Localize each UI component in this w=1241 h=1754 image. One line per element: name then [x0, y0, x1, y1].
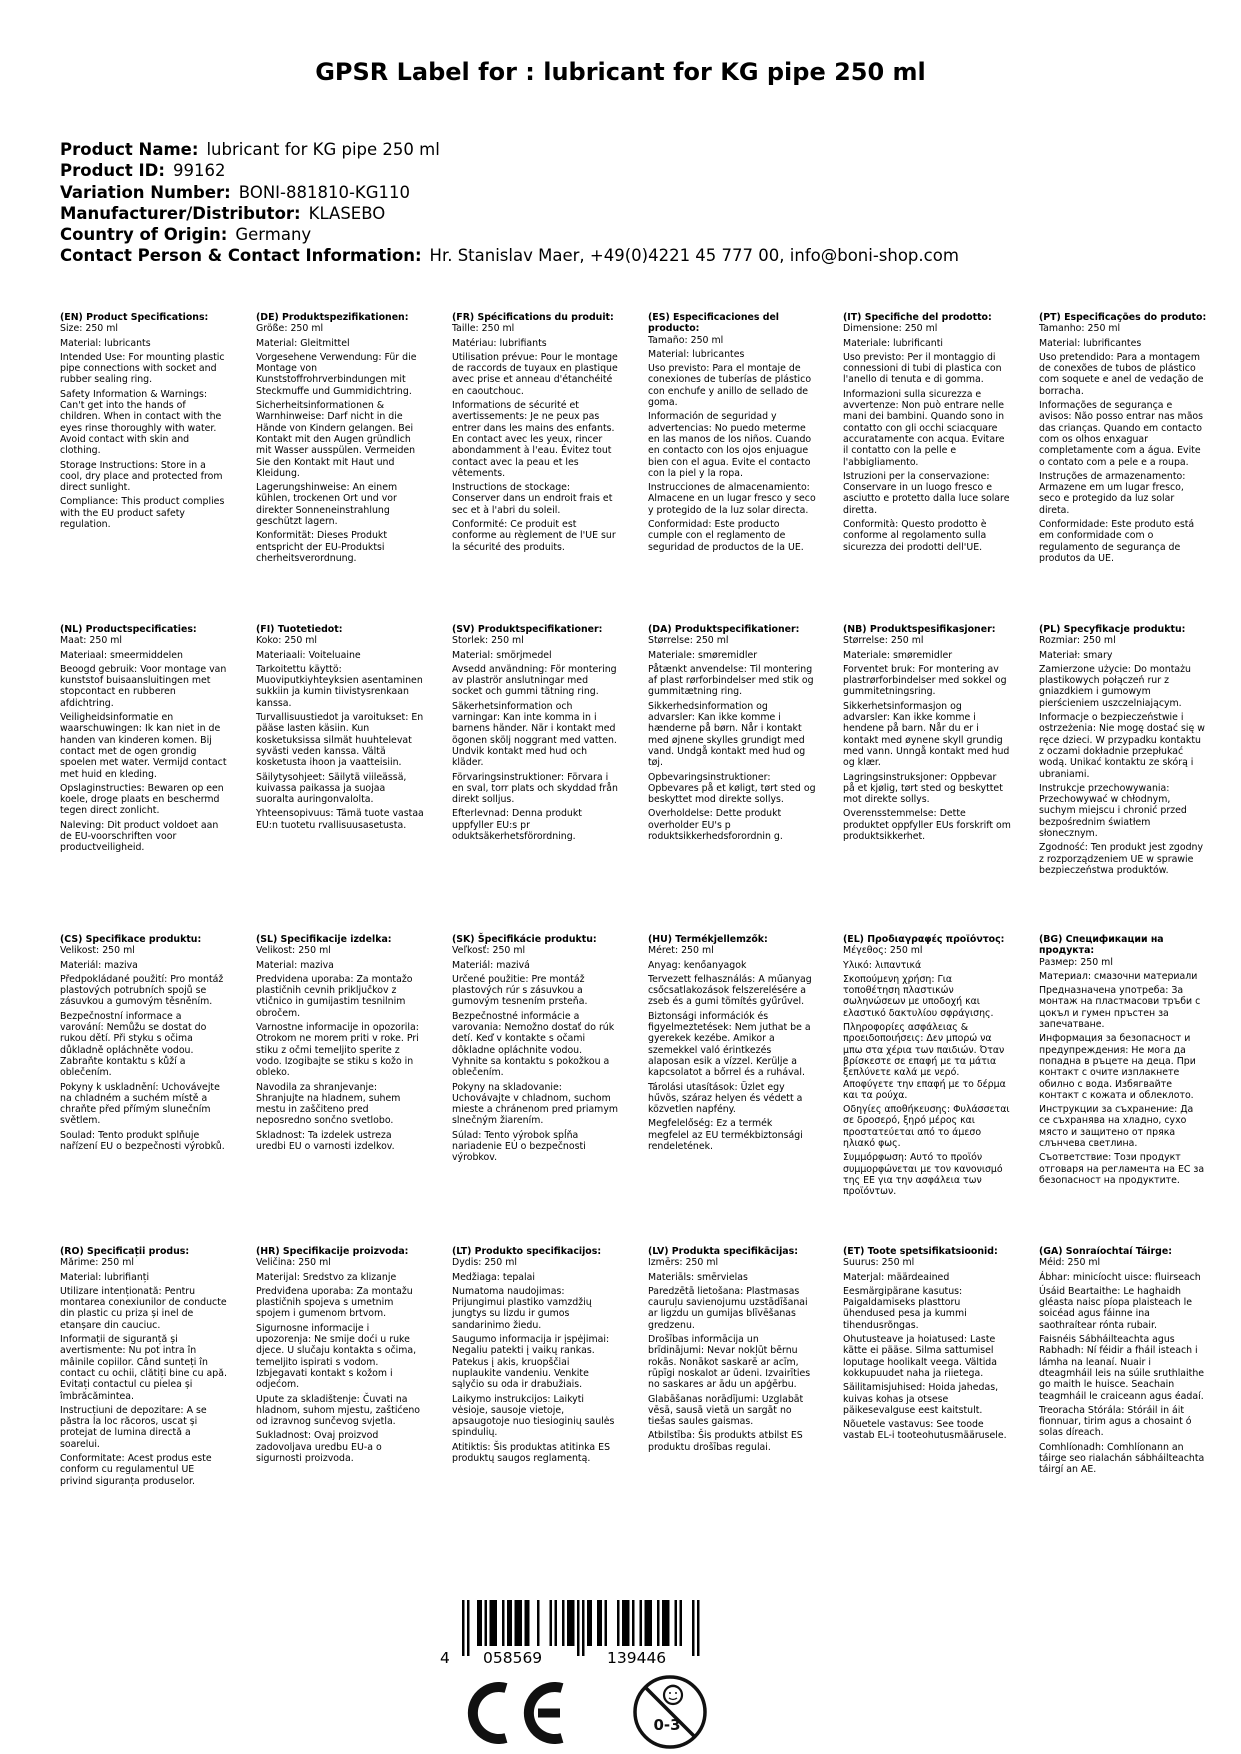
age-range-label: 0-3 — [653, 1716, 681, 1734]
spec-paragraph: Navodila za shranjevanje: Shranjujte na hladnem, suhem mestu in zaščiteno pred neposredno sončno svetlobo. — [256, 1081, 401, 1127]
spec-paragraph: Material: Gleitmittel — [256, 337, 350, 349]
barcode-bar — [527, 1600, 530, 1646]
spec-block — [60, 934, 228, 1155]
spec-paragraph: Materijal: Sredstvo za klizanje — [256, 1271, 397, 1283]
spec-paragraph: Biztonsági információk és figyelmeztetések: Nem juthat be a gyerekek kezébe. Amikor a szemekkel való érintkezés alaposan esik a vízzel. Kerülje a kapcsolatot a bőrrel és a ruhával. — [648, 1010, 811, 1079]
spec-paragraph: Yhteensopivuus: Tämä tuote vastaa EU:n tuotetu rvallisuusasetusta. — [256, 808, 424, 831]
spec-paragraph: Съответствие: Този продукт отговаря на регламента на ЕС за безопасност на продуктите. — [1039, 1152, 1205, 1186]
barcode-bar — [645, 1600, 648, 1646]
spec-paragraph: Material: lubrifianți — [60, 1271, 150, 1283]
barcode-bar — [462, 1600, 465, 1656]
country-of-origin-row — [60, 224, 959, 245]
barcode-bar — [697, 1600, 700, 1656]
spec-block — [60, 1246, 228, 1490]
barcode-bar — [605, 1600, 608, 1646]
spec-paragraph: Opslaginstructies: Bewaren op een koele, droge plaats en beschermd tegen direct zonlicht. — [60, 782, 224, 817]
spec-heading: (NB) Produktspesifikasjoner: — [843, 624, 996, 635]
barcode-bar — [597, 1600, 600, 1646]
spec-block — [256, 1246, 424, 1467]
product-name-value: lubricant for KG pipe 250 ml — [206, 140, 440, 159]
barcode-bar — [632, 1600, 635, 1646]
spec-block — [843, 1246, 1011, 1445]
barcode-bar — [562, 1600, 565, 1646]
spec-paragraph: Skladnost: Ta izdelek ustreza uredbi EU o varnosti izdelkov. — [256, 1129, 395, 1153]
spec-paragraph: Koko: 250 ml — [256, 635, 317, 647]
spec-paragraph: Dydis: 250 ml — [452, 1257, 517, 1269]
spec-paragraph: Conformité: Ce produit est conforme au règlement de l'UE sur la sécurité des produits. — [452, 519, 616, 553]
spec-paragraph: Pokyny na skladovanie: Uchovávajte v chladnom, suchom mieste a chránenom pred priamym slnečným žiarením. — [452, 1081, 618, 1127]
spec-paragraph: Información de seguridad y advertencias: No puedo meterme en las manos de los niños. Cuando en contacto con los ojos enjuague bien con el agua. Evite el contacto con la piel y la ropa. — [648, 411, 812, 479]
barcode-bar — [477, 1600, 480, 1646]
spec-paragraph: Størrelse: 250 ml — [843, 635, 924, 647]
barcode-bar — [640, 1600, 643, 1646]
spec-paragraph: Conformidade: Este produto está em conformidade com o regulamento de segurança de produtos da UE. — [1039, 519, 1195, 564]
barcode-bar — [507, 1600, 510, 1646]
spec-paragraph: Σκοπούμενη χρήση: Για τοποθέτηση πλαστικών σωληνώσεων με υποδοχή και ελαστικό δακτυλίου σφράγισης. — [843, 973, 994, 1019]
country-of-origin-label: Country of Origin: — [60, 225, 228, 245]
spec-block — [256, 624, 424, 834]
spec-paragraph: Instrucțiuni de depozitare: A se păstra la loc răcoros, uscat și protejat de lumina directă a soarelui. — [60, 1404, 207, 1450]
spec-paragraph: Ohutusteave ja hoiatused: Laste kätte ei pääse. Silma sattumisel loputage hoolikalt veega. Vältida kokkupuudet naha ja riietega. — [843, 1334, 997, 1379]
spec-heading: (NL) Productspecificaties: — [60, 624, 197, 635]
spec-paragraph: Size: 250 ml — [60, 323, 118, 335]
spec-heading: (SL) Specifikacije izdelka: — [256, 934, 392, 945]
spec-paragraph: Utilizare intenționată: Pentru montarea conexiunilor de conducte din plastic cu priza și inel de etanșare din cauciuc. — [60, 1285, 227, 1331]
spec-paragraph: Материал: смазочни материали — [1039, 970, 1198, 982]
spec-paragraph: Předpokládané použití: Pro montáž plastových potrubních spojů se zásuvkou a gumovým těsněním. — [60, 973, 224, 1008]
spec-paragraph: Conformitate: Acest produs este conform cu regulamentul UE privind siguranța produselor. — [60, 1453, 212, 1487]
barcode-bar — [600, 1600, 603, 1646]
spec-heading: (RO) Specificații produs: — [60, 1246, 190, 1257]
barcode-bar — [590, 1600, 593, 1646]
spec-paragraph: Saugumo informacija ir įspėjimai: Negaliu patekti į vaikų rankas. Patekus į akis, kruopščiai nuplaukite vandeniu. Venkite sąlyčio su oda ir drabužiais. — [452, 1334, 610, 1391]
product-id-row — [60, 160, 959, 181]
spec-paragraph: Materiāls: smērvielas — [648, 1271, 748, 1283]
spec-paragraph: Drošības informācija un brīdinājumi: Nevar nokļūt bērnu rokās. Nonākot saskarē ar acīm, rūpīgi noskalot ar ūdeni. Izvairīties no saskares ar ādu un apģērbu. — [648, 1334, 811, 1391]
spec-heading: (ET) Toote spetsifikatsioonid: — [843, 1246, 998, 1257]
barcode-bar — [480, 1600, 483, 1646]
spec-paragraph: Materiale: lubrificanti — [843, 337, 943, 349]
barcode-bar — [510, 1600, 513, 1646]
spec-paragraph: Tarkoitettu käyttö: Muoviputkiyhteyksien asentaminen sukkiin ja kumin tiivistysrenkaan kanssa. — [256, 663, 423, 709]
spec-heading: (DA) Produktspecifikationer: — [648, 624, 800, 635]
barcode-right-group: 139446 — [607, 1649, 667, 1667]
spec-paragraph: Turvallisuustiedot ja varoitukset: En pääse lasten käsiin. Kun kosketuksissa silmät huuhtelevat syvästi veden kanssa. Vältä kosketusta ihoon ja vaatteisiin. — [256, 712, 424, 769]
spec-paragraph: Tervezett felhasználás: A műanyag csőcsatlakozások felszerelésére a zseb és a gumi tömítés gyűrűvel. — [648, 973, 812, 1008]
spec-paragraph: Instrukcje przechowywania: Przechowywać w chłodnym, suchym miejscu i chronić przed bezpośrednim światłem słonecznym. — [1039, 782, 1187, 840]
barcode-bar — [625, 1600, 628, 1646]
spec-paragraph: Zgodność: Ten produkt jest zgodny z rozporządzeniem UE w sprawie bezpieczeństwa produktów. — [1039, 842, 1204, 876]
ce-mark-icon — [456, 1682, 576, 1744]
spec-paragraph: Určené použitie: Pre montáž plastových rúr s zásuvkou a gumovým tesnením prsteňa. — [452, 973, 588, 1008]
spec-block — [1039, 624, 1207, 879]
spec-paragraph: Materiaal: smeermiddelen — [60, 649, 183, 661]
spec-paragraph: Atbilstība: Šis produkts atbilst ES produktu drošības regulai. — [648, 1430, 803, 1453]
spec-paragraph: Sukladnost: Ovaj proizvod zadovoljava uredbu EU-a o sigurnosti proizvoda. — [256, 1430, 382, 1465]
spec-paragraph: Velikost: 250 ml — [60, 945, 135, 957]
spec-paragraph: Maat: 250 ml — [60, 635, 123, 647]
spec-paragraph: Инструкции за съхранение: Да се съхранява на хладно, сухо място и защитено от пряка слънчева светлина. — [1039, 1104, 1194, 1150]
spec-paragraph: Предназначена употреба: За монтаж на пластмасови тръби с цокъл и гумен пръстен за запечатване. — [1039, 985, 1201, 1031]
spec-heading: (LT) Produkto specifikacijos: — [452, 1246, 602, 1257]
spec-paragraph: Πληροφορίες ασφάλειας & προειδοποιήσεις: Δεν μπορώ να μπω στα χέρια των παιδιών. Όταν βρίσκεστε σε επαφή με τα μάτια ξεπλύνετε καλά με νερό. Αποφύγετε την επαφή με το δέρμα και τα ρούχα. — [843, 1022, 1006, 1101]
spec-block — [60, 624, 228, 857]
spec-paragraph: Soulad: Tento produkt splňuje nařízení EU o bezpečnosti výrobků. — [60, 1129, 225, 1153]
spec-paragraph: Informations de sécurité et avertissements: Je ne peux pas entrer dans les mains des enfants. En contact avec les yeux, rincer abondamment à l'eau. Évitez tout contact avec la peau et les vêtements. — [452, 400, 615, 479]
barcode-bar — [675, 1600, 678, 1646]
spec-paragraph: Naleving: Dit product voldoet aan de EU-voorschriften voor productveiligheid. — [60, 819, 219, 854]
spec-block — [452, 312, 620, 556]
spec-heading: (SK) Špecifikácie produktu: — [452, 934, 597, 945]
spec-paragraph: Ábhar: minicíocht uisce: fluirseach — [1039, 1271, 1201, 1283]
spec-paragraph: Beoogd gebruik: Voor montage van kunststof buisaansluitingen met stopcontact en rubberen afdichtring. — [60, 663, 227, 709]
spec-paragraph: Treoracha Stórála: Stóráil in áit fionnuar, tirim agus a chosaint ó solas díreach. — [1039, 1404, 1192, 1439]
spec-paragraph: Laikymo instrukcijos: Laikyti vėsioje, sausoje vietoje, apsaugotoje nuo tiesioginių saulės spindulių. — [452, 1393, 615, 1439]
barcode-first-digit: 4 — [440, 1649, 450, 1667]
spec-block — [843, 312, 1011, 556]
spec-paragraph: Atitiktis: Šis produktas atitinka ES produktų saugos reglamentą. — [452, 1441, 611, 1465]
spec-paragraph: Izmērs: 250 ml — [648, 1257, 719, 1269]
product-name-label: Product Name: — [60, 140, 199, 159]
spec-paragraph: Säkerhetsinformation och varningar: Kan inte komma in i barnens händer. När i kontakt med ögonen skölj noggrant med vatten. Undvik kontakt med hud och kläder. — [452, 700, 617, 769]
spec-paragraph: Storlek: 250 ml — [452, 635, 524, 647]
country-of-origin-value: Germany — [235, 225, 312, 245]
spec-paragraph: Opbevaringsinstruktioner: Opbevares på et køligt, tørt sted og beskyttet mod direkte sollys. — [648, 771, 816, 806]
spec-paragraph: Velikost: 250 ml — [256, 945, 331, 957]
spec-paragraph: Taille: 250 ml — [452, 323, 515, 335]
spec-paragraph: Suurus: 250 ml — [843, 1257, 915, 1269]
spec-paragraph: Informações de segurança e avisos: Não posso entrar nas mãos das crianças. Quando em contacto com os olhos enxaguar completamente com a água. Evite o contato com a pele e a roupa. — [1039, 400, 1204, 468]
spec-paragraph: Instruções de armazenamento: Armazene em um lugar fresco, seco e protegido da luz solar direta. — [1039, 470, 1186, 516]
spec-paragraph: Veličina: 250 ml — [256, 1257, 331, 1269]
spec-paragraph: Pokyny k uskladnění: Uchovávejte na chladném a suchém místě a chraňte před přímým slunečním světlem. — [60, 1081, 220, 1127]
barcode-bar — [622, 1600, 625, 1646]
barcode-bar — [680, 1600, 683, 1646]
spec-paragraph: Avsedd användning: För montering av plaströr anslutningar med socket och gummi tätning ring. — [452, 663, 617, 698]
spec-paragraph: Materiál: maziva — [60, 959, 138, 971]
spec-paragraph: Tamaño: 250 ml — [648, 334, 724, 346]
barcode-bar — [617, 1600, 620, 1646]
spec-paragraph: Informații de siguranță și avertismente: Nu pot intra în mâinile copiilor. Când sunteți în contact cu ochii, clătiți bine cu apă. Evitați contactul cu pielea și îmbrăcămintea. — [60, 1334, 227, 1402]
spec-block — [256, 312, 424, 567]
spec-paragraph: Συμμόρφωση: Αυτό το προϊόν συμμορφώνεται με τον κανονισμό της ΕΕ για την ασφάλεια των προϊόντων. — [843, 1152, 1003, 1198]
barcode-bar — [582, 1600, 585, 1656]
barcode-bar — [555, 1600, 558, 1646]
spec-paragraph: Upute za skladištenje: Čuvati na hladnom, suhom mjestu, zaštićeno od izravnog sunčevog svjetla. — [256, 1393, 421, 1428]
barcode-bar — [667, 1600, 670, 1646]
spec-heading: (EN) Product Specifications: — [60, 312, 209, 323]
manufacturer-row — [60, 203, 959, 224]
barcode-bar — [627, 1600, 630, 1646]
spec-block — [648, 934, 816, 1155]
spec-paragraph: Bezpečnostní informace a varování: Nemůžu se dostat do rukou dětí. Při styku s očima důkladně opláchněte vodou. Zabraňte kontaktu s kůží a oblečením. — [60, 1010, 207, 1079]
barcode-bar — [537, 1600, 540, 1646]
contact-label: Contact Person & Contact Information: — [60, 246, 422, 266]
spec-paragraph: Materiaali: Voiteluaine — [256, 649, 361, 661]
spec-paragraph: Comhlíonadh: Comhlíonann an táirge seo rialachán sábháilteachta táirgí an AE. — [1039, 1441, 1205, 1476]
spec-paragraph: Uso pretendido: Para a montagem de conexões de tubos de plástico com soquete e anel de vedação de borracha. — [1039, 351, 1204, 397]
variation-number-label: Variation Number: — [60, 182, 231, 202]
spec-paragraph: Predvidena uporaba: Za montažo plastičnih cevnih priključkov z vtičnico in gumijastim tesnilnim obročem. — [256, 973, 413, 1019]
spec-heading: (HR) Specifikacije proizvoda: — [256, 1246, 409, 1257]
spec-block — [452, 1246, 620, 1467]
spec-paragraph: Material: smörjmedel — [452, 649, 552, 661]
spec-block — [60, 312, 228, 533]
spec-paragraph: Tárolási utasítások: Üzlet egy hűvös, száraz helyen és védett a közvetlen napfény. — [648, 1081, 803, 1116]
spec-block — [256, 934, 424, 1155]
spec-paragraph: Säilytysohjeet: Säilytä viileässä, kuivassa paikassa ja suojaa suoralta auringonvalolta. — [256, 771, 407, 806]
spec-heading: (DE) Produktspezifikationen: — [256, 312, 409, 323]
spec-paragraph: Glabāšanas norādījumi: Uzglabāt vēsā, sausā vietā un sargāt no tiešas saules gaismas. — [648, 1393, 804, 1428]
spec-paragraph: Säilitamisjuhised: Hoida jahedas, kuivas kohas ja otsese päikesevalguse eest kaitstult. — [843, 1382, 999, 1416]
spec-paragraph: Påtænkt anvendelse: Til montering af plast rørforbindelser med stik og gummitætning ring. — [648, 663, 814, 698]
spec-paragraph: Størrelse: 250 ml — [648, 635, 729, 647]
spec-paragraph: Veiligheidsinformatie en waarschuwingen: Ik kan niet in de handen van kinderen komen. Bij contact met de ogen grondig spoelen met water. Vermijd contact met huid en kleding. — [60, 712, 227, 780]
spec-paragraph: Utilisation prévue: Pour le montage de raccords de tuyaux en plastique avec prise et anneau d'étanchéité en caoutchouc. — [452, 351, 618, 397]
barcode-bar — [520, 1600, 523, 1646]
barcode-bar — [650, 1600, 653, 1646]
contact-row — [60, 245, 959, 266]
spec-paragraph: Sikkerhetsinformasjon og advarsler: Kan ikke komme i hendene på barn. Når du er i kontakt med øynene skyll grundig med vann. Unngå kontakt med hud og klær. — [843, 700, 1010, 769]
spec-paragraph: Materiál: mazivá — [452, 959, 530, 971]
barcode-bar — [502, 1600, 505, 1646]
barcode-bar — [692, 1600, 695, 1656]
spec-block — [1039, 1246, 1207, 1479]
spec-paragraph: Uso previsto: Per il montaggio di connessioni di tubi di plastica con l'anello di tenuta e di gomma. — [843, 351, 1002, 386]
spec-heading: (PL) Specyfikacje produktu: — [1039, 624, 1186, 635]
spec-paragraph: Varnostne informacije in opozorila: Otrokom ne morem priti v roke. Pri stiku z očmi temeljito sperite z vodo. Izogibajte se stiku s kožo in obleko. — [256, 1022, 419, 1079]
spec-paragraph: Material: maziva — [256, 959, 334, 971]
spec-paragraph: Sigurnosne informacije i upozorenja: Ne smije doći u ruke djece. U slučaju kontakta s očima, temeljito ispirati s vodom. Izbjegavati kontakt s kožom i odjećom. — [256, 1322, 417, 1391]
spec-paragraph: Conformidad: Este producto cumple con el reglamento de seguridad de productos de la UE. — [648, 519, 804, 553]
barcode-bar — [515, 1600, 518, 1646]
spec-paragraph: Méret: 250 ml — [648, 945, 714, 957]
barcode-bar — [572, 1600, 575, 1646]
spec-paragraph: Tamanho: 250 ml — [1039, 323, 1121, 335]
spec-paragraph: Materiale: smøremidler — [843, 649, 953, 661]
spec-paragraph: Intended Use: For mounting plastic pipe connections with socket and rubber sealing ring. — [60, 351, 225, 386]
spec-paragraph: Sikkerhedsinformation og advarsler: Kan ikke komme i hænderne på børn. Når i kontakt med øjnene skylles grundigt med vand. Undgå kontakt med hud og tøj. — [648, 700, 806, 769]
spec-paragraph: Υλικό: λιπαντικά — [843, 959, 922, 971]
spec-paragraph: Размер: 250 ml — [1039, 956, 1113, 968]
spec-paragraph: Mărime: 250 ml — [60, 1257, 134, 1269]
spec-paragraph: Rozmiar: 250 ml — [1039, 635, 1116, 647]
spec-paragraph: Sicherheitsinformationen & Warnhinweise: Darf nicht in die Hände von Kindern gelangen. Bei Kontakt mit den Augen gründlich mit Wasser ausspülen. Vermeiden Sie den Kontakt mit Haut und Kleidung. — [256, 400, 416, 479]
manufacturer-value: KLASEBO — [308, 203, 386, 223]
barcode-left-group: 058569 — [483, 1649, 543, 1667]
page-title: GPSR Label for : lubricant for KG pipe 250 ml — [315, 58, 926, 86]
product-id-label: Product ID: — [60, 161, 165, 181]
spec-heading: (IT) Specifiche del prodotto: — [843, 312, 992, 323]
spec-heading: (SV) Produktspecifikationer: — [452, 624, 603, 635]
spec-paragraph: Material: lubricantes — [648, 348, 745, 360]
spec-paragraph: Overensstemmelse: Dette produktet oppfyller EUs forskrift om produktsikkerhet. — [843, 808, 1011, 843]
spec-paragraph: Méid: 250 ml — [1039, 1257, 1101, 1269]
spec-paragraph: Nõuetele vastavus: See toode vastab EL-i tooteohutusmäärusele. — [843, 1419, 1007, 1442]
barcode-bar — [587, 1600, 590, 1646]
barcode-bar — [567, 1600, 570, 1646]
spec-heading: (FR) Spécifications du produit: — [452, 312, 614, 323]
spec-paragraph: Förvaringsinstruktioner: Förvara i en sval, torr plats och skyddad från direkt solljus. — [452, 771, 618, 806]
barcode-bar — [647, 1600, 650, 1646]
spec-heading: (LV) Produkta specifikācijas: — [648, 1246, 798, 1257]
spec-paragraph: Instructions de stockage: Conserver dans un endroit frais et sec et à l'abri du soleil. — [452, 482, 613, 516]
product-name-row — [60, 139, 959, 160]
spec-paragraph: Storage Instructions: Store in a cool, dry place and protected from direct sunlight. — [60, 459, 223, 494]
spec-paragraph: Zamierzone użycie: Do montażu plastikowych połączeń rur z gniazdkiem i gumowym pierścieniem uszczelniającym. — [1039, 663, 1191, 709]
spec-paragraph: Medžiaga: tepalai — [452, 1271, 536, 1283]
spec-paragraph: Bezpečnostné informácie a varovania: Nemožno dostať do rúk detí. Keď v kontakte s očami dôkladne opláchnite vodou. Vyhnite sa kontaktu s pokožkou a oblečením. — [452, 1010, 615, 1079]
barcode-bar — [657, 1600, 660, 1646]
spec-paragraph: Lagerungshinweise: An einem kühlen, trockenen Ort und vor direkter Sonneneinstrahlung geschützt lagern. — [256, 482, 398, 528]
spec-heading: (EL) Προδιαγραφές προϊόντος: — [843, 934, 1005, 945]
spec-heading: (GA) Sonraíochtaí Táirge: — [1039, 1246, 1172, 1257]
spec-paragraph: Οδηγίες αποθήκευσης: Φυλάσσεται σε δροσερό, ξηρό μέρος και προστατεύεται από το άμεσο ηλιακό φως. — [843, 1104, 1010, 1150]
spec-paragraph: Materiale: smøremidler — [648, 649, 758, 661]
spec-block — [452, 934, 620, 1167]
barcode-bar — [492, 1600, 495, 1646]
spec-paragraph: Numatoma naudojimas: Prijungimui plastiko vamzdžių jungtys su lizdu ir gumos sandarinimo žiedu. — [452, 1285, 592, 1331]
spec-paragraph: Größe: 250 ml — [256, 323, 324, 335]
spec-paragraph: Konformität: Dieses Produkt entspricht der EU-Produktsi cherheitsverordnung. — [256, 530, 388, 564]
spec-paragraph: Uso previsto: Para el montaje de conexiones de tuberías de plástico con enchufe y anillo de sellado de goma. — [648, 363, 812, 409]
spec-paragraph: Lagringsinstruksjoner: Oppbevar på et kjølig, tørt sted og beskyttet mot direkte sollys. — [843, 771, 1003, 806]
product-id-value: 99162 — [172, 161, 226, 181]
spec-block — [843, 624, 1011, 845]
spec-paragraph: Matériau: lubrifiants — [452, 337, 547, 349]
barcode-bar — [467, 1600, 470, 1656]
product-info — [60, 139, 959, 267]
spec-paragraph: Faisnéis Sábháilteachta agus Rabhadh: Ní féidir a fháil isteach i lámha na leanaí. Nuair i dteagmháil leis na súile sruthlaithe go maith le huisce. Seachain teagmháil le craiceann agus éadaí. — [1039, 1334, 1205, 1402]
spec-heading: (FI) Tuotetiedot: — [256, 624, 343, 635]
spec-paragraph: Compliance: This product complies with the EU product safety regulation. — [60, 496, 225, 531]
spec-paragraph: Istruzioni per la conservazione: Conservare in un luogo fresco e asciutto e protetto dalla luce solare diretta. — [843, 470, 1010, 516]
variation-number-row — [60, 182, 959, 203]
spec-paragraph: Safety Information & Warnings: Can't get into the hands of children. When in contact with the eyes rinse thoroughly with water. Avoid contact with skin and clothing. — [60, 388, 222, 457]
spec-block — [1039, 934, 1207, 1189]
contact-value: Hr. Stanislav Maer, +49(0)4221 45 777 00, info@boni-shop.com — [429, 246, 959, 266]
spec-block — [648, 312, 816, 556]
spec-paragraph: Súlad: Tento výrobok spĺňa nariadenie EÚ o bezpečnosti výrobkov. — [452, 1129, 586, 1164]
spec-paragraph: Anyag: kenőanyagok — [648, 959, 747, 971]
spec-block — [648, 1246, 816, 1456]
barcode-bar — [550, 1600, 553, 1646]
barcode-bar — [662, 1600, 665, 1646]
not-for-children-0-3-icon — [630, 1672, 710, 1752]
spec-paragraph: Veľkosť: 250 ml — [452, 945, 526, 957]
barcode-bar — [490, 1600, 493, 1646]
barcode-bar — [570, 1600, 573, 1646]
spec-heading: (PT) Especificações do produto: — [1039, 312, 1207, 323]
spec-paragraph: Paredzētā lietošana: Plastmasas cauruļu savienojumu uzstādīšanai ar ligzdu un gumijas blīvēšanas gredzenu. — [648, 1285, 808, 1331]
spec-paragraph: Megfelelőség: Ez a termék megfelel az EU termékbiztonsági rendeletének. — [648, 1118, 803, 1153]
spec-paragraph: Efterlevnad: Denna produkt uppfyller EU:s pr oduktsäkerhetsförordning. — [452, 808, 582, 843]
spec-paragraph: Material: lubricants — [60, 337, 151, 349]
spec-paragraph: Μέγεθος: 250 ml — [843, 945, 923, 957]
spec-paragraph: Vorgesehene Verwendung: Für die Montage von Kunststoffrohrverbindungen mit Steckmuffe und Gummidichtring. — [256, 351, 417, 397]
spec-paragraph: Dimensione: 250 ml — [843, 323, 938, 335]
spec-heading: (HU) Termékjellemzők: — [648, 934, 768, 945]
spec-paragraph: Informazioni sulla sicurezza e avvertenze: Non può entrare nelle mani dei bambini. Quando sono in contatto con gli occhi sciacquare accuratamente con acqua. Evitare il contatto con la pelle e l'abbigliamento. — [843, 388, 1005, 468]
barcode-bar — [665, 1600, 668, 1646]
spec-paragraph: Materiał: smary — [1039, 649, 1113, 661]
barcode-bar — [525, 1600, 528, 1646]
spec-paragraph: Instrucciones de almacenamiento: Almacene en un lugar fresco y seco y protegido de la luz solar directa. — [648, 482, 816, 516]
spec-heading: (ES) Especificaciones del producto: — [648, 312, 780, 335]
barcode-bar — [485, 1600, 488, 1646]
spec-paragraph: Overholdelse: Dette produkt overholder EU's p roduktsikkerhedsforordnin g. — [648, 808, 783, 843]
spec-paragraph: Forventet bruk: For montering av plastrørforbindelser med sokkel og gummitetningsring. — [843, 663, 1007, 698]
ean-barcode — [440, 1600, 730, 1670]
spec-paragraph: Informacje o bezpieczeństwie i ostrzeżenia: Nie mogę dostać się w ręce dzieci. W przypadku kontaktu z oczami dokładnie przepłukać wodą. Unikać kontaktu ze skórą i ubraniami. — [1039, 712, 1205, 780]
spec-paragraph: Materjal: määrdeained — [843, 1271, 950, 1283]
spec-block — [452, 624, 620, 845]
barcode-bar — [517, 1600, 520, 1646]
manufacturer-label: Manufacturer/Distributor: — [60, 203, 301, 223]
spec-block — [648, 624, 816, 845]
barcode-bar — [495, 1600, 498, 1646]
variation-number-value: BONI-881810-KG110 — [238, 182, 411, 202]
spec-paragraph: Eesmärgipärane kasutus: Paigaldamiseks plasttoru ühendused pesa ja kummi tihendusrõngas. — [843, 1285, 967, 1331]
barcode-bar — [577, 1600, 580, 1656]
spec-heading: (BG) Спецификации на продукта: — [1039, 934, 1164, 957]
spec-heading: (CS) Specifikace produktu: — [60, 934, 202, 945]
spec-paragraph: Информация за безопасност и предупреждения: Не мога да попадна в ръцете на деца. При контакт с очите изплакнете обилно с вода. Избягвайте контакт с кожата и облеклото. — [1039, 1033, 1196, 1101]
spec-paragraph: Úsáid Beartaithe: Le haghaidh gléasta naisc píopa plaisteach le soicéad agus fáinne ina saothraítear rónta rubair. — [1039, 1285, 1193, 1331]
spec-paragraph: Conformità: Questo prodotto è conforme al regolamento sulla sicurezza dei prodotti dell'UE. — [843, 519, 987, 553]
spec-paragraph: Predviđena uporaba: Za montažu plastičnih spojeva s umetnim spojem i gumenom brtvom. — [256, 1285, 413, 1320]
spec-paragraph: Material: lubrificantes — [1039, 337, 1142, 349]
spec-block — [843, 934, 1011, 1201]
spec-block — [1039, 312, 1207, 567]
